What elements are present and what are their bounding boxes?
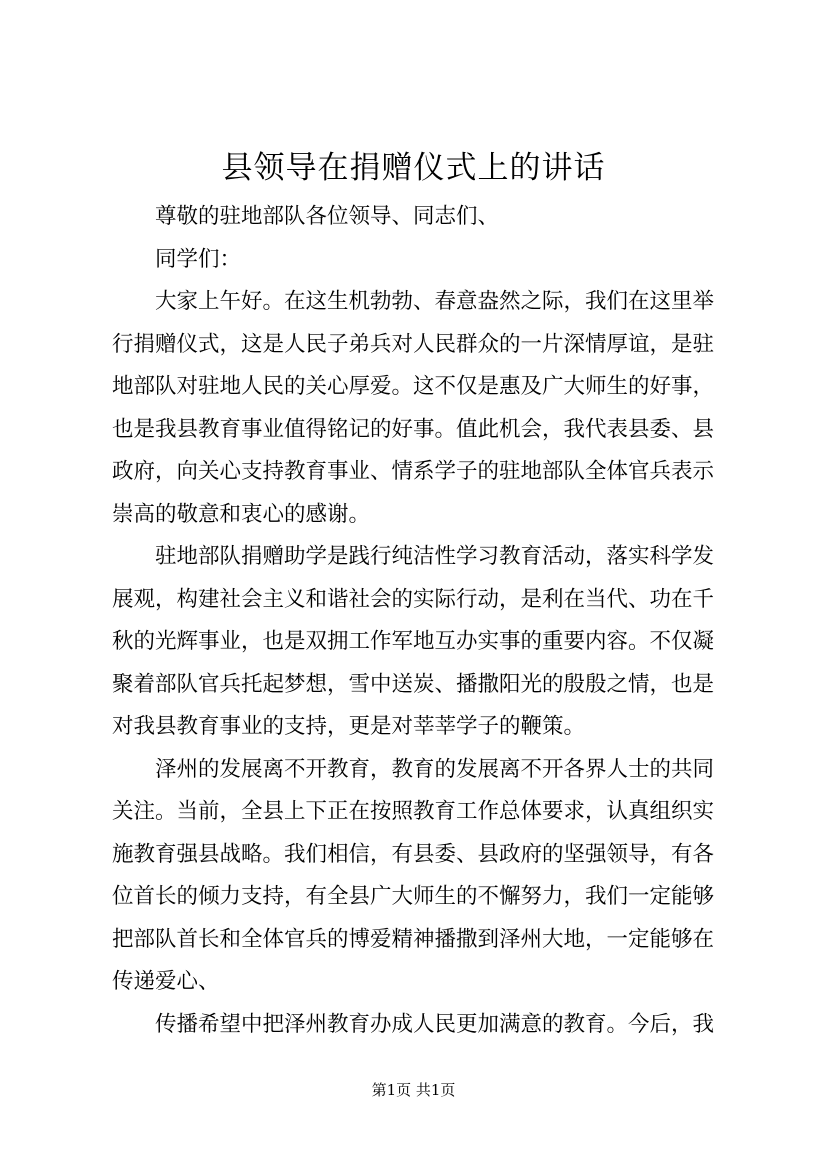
paragraph-line: 传递爱心、 <box>112 969 220 994</box>
document-title: 县领导在捐赠仪式上的讲话 <box>221 150 606 186</box>
paragraph-line: 政府，向关心支持教育事业、情系学子的驻地部队全体官兵表示 <box>112 459 715 484</box>
paragraph-line: 大家上午好。在这生机勃勃、春意盎然之际，我们在这里举 <box>155 289 715 314</box>
paragraph-line: 展观，构建社会主义和谐社会的实际行动，是利在当代、功在千 <box>112 586 715 612</box>
salutation-line: 同学们： <box>155 246 242 272</box>
paragraph-line: 关注。当前，全县上下正在按照教育工作总体要求，认真组织实 <box>112 799 715 824</box>
paragraph-line: 施教育强县战略。我们相信，有县委、县政府的坚强领导，有各 <box>112 841 715 867</box>
paragraph-line: 地部队对驻地人民的关心厚爱。这不仅是惠及广大师生的好事， <box>112 374 715 399</box>
salutation-line: 尊敬的驻地部队各位领导、同志们、 <box>155 204 500 229</box>
paragraph-line: 崇高的敬意和衷心的感谢。 <box>112 501 371 527</box>
page-number-footer: 第1页 共1页 <box>371 1081 456 1099</box>
paragraph-line: 秋的光辉事业，也是双拥工作军地互办实事的重要内容。不仅凝 <box>112 629 715 654</box>
paragraph-line: 泽州的发展离不开教育，教育的发展离不开各界人士的共同 <box>155 756 715 782</box>
paragraph-line: 传播希望中把泽州教育办成人民更加满意的教育。今后，我 <box>155 1011 715 1037</box>
paragraph-line: 行捐赠仪式，这是人民子弟兵对人民群众的一片深情厚谊，是驻 <box>112 331 715 357</box>
paragraph-line: 对我县教育事业的支持，更是对莘莘学子的鞭策。 <box>112 714 586 739</box>
paragraph-line: 聚着部队官兵托起梦想，雪中送炭、播撒阳光的殷殷之情，也是 <box>112 671 715 697</box>
paragraph-line: 驻地部队捐赠助学是践行纯洁性学习教育活动，落实科学发 <box>155 544 715 569</box>
document-body <box>112 196 722 1046</box>
paragraph-line: 把部队首长和全体官兵的博爱精神播撒到泽州大地，一定能够在 <box>112 926 715 952</box>
paragraph-line: 也是我县教育事业值得铭记的好事。值此机会，我代表县委、县 <box>112 416 715 442</box>
paragraph-line: 位首长的倾力支持，有全县广大师生的不懈努力，我们一定能够 <box>112 884 715 909</box>
